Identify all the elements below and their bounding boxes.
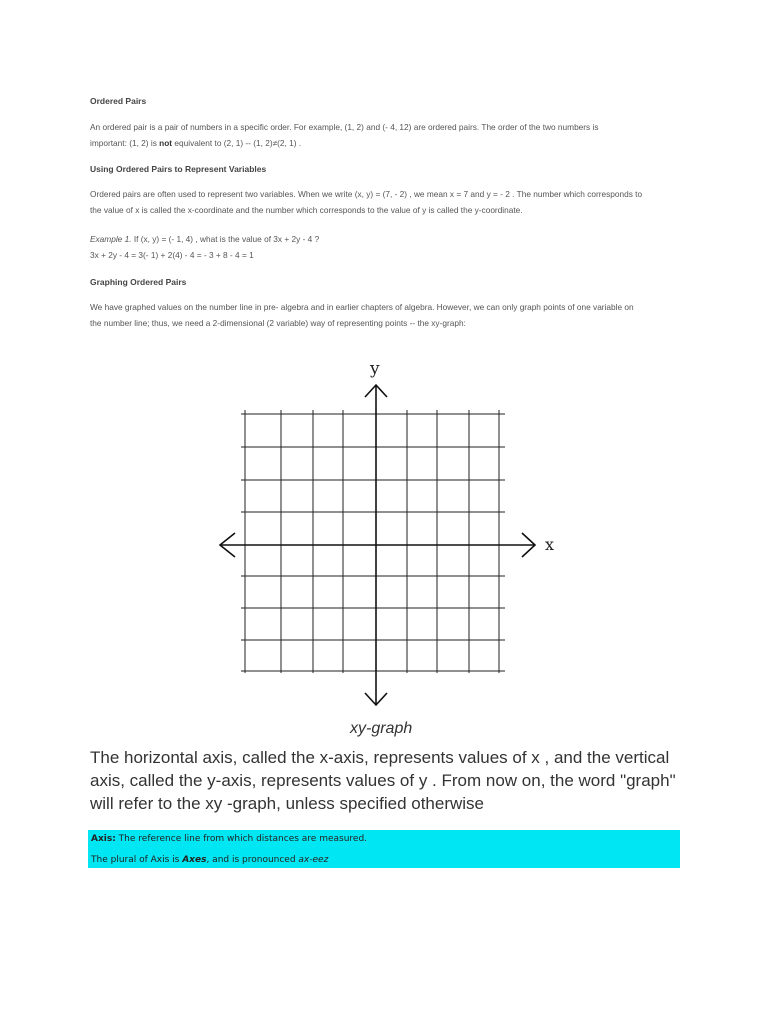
text: If (x, y) = (- 1, 4) , what is the value of 3x + 2y - 4 ? xyxy=(131,234,320,244)
definition-term: Axis: xyxy=(91,834,116,844)
plural-line xyxy=(91,855,328,865)
axis-description xyxy=(90,746,690,815)
definition-text: The reference line from which distances are measured. xyxy=(115,834,368,844)
xy-graph-svg xyxy=(215,355,560,710)
plural-term: Axes xyxy=(182,855,207,865)
axes xyxy=(220,385,535,705)
y-axis-label: y xyxy=(370,359,380,379)
heading-ordered-pairs: Ordered Pairs xyxy=(90,96,147,106)
example-1 xyxy=(90,231,690,263)
example-solution: 3x + 2y - 4 = 3(- 1) + 2(4) - 4 = - 3 + 8 - 4 = 1 xyxy=(90,250,254,260)
paragraph-ordered-pairs xyxy=(90,119,690,151)
text: An ordered pair is a pair of numbers in a specific order. For example, (1, 2) and (- 4, 12) are ordered pairs. The order of the two numbers is xyxy=(90,122,599,132)
grid xyxy=(241,410,505,673)
x-axis-label: x xyxy=(545,535,555,554)
pronunciation: ax-eez xyxy=(298,855,329,865)
heading-using-pairs: Using Ordered Pairs to Represent Variables xyxy=(90,164,267,174)
description-line: The horizontal axis, called the x-axis, represents values of x , and the vertical xyxy=(90,748,670,767)
description-line: will refer to the xy -graph, unless specified otherwise xyxy=(90,794,485,813)
bold-text: not xyxy=(159,138,173,148)
paragraph-using-pairs xyxy=(90,186,690,218)
text: the number line; thus, we need a 2-dimensional (2 variable) way of representing points -- the xy-graph: xyxy=(90,318,466,328)
example-label: Example 1. xyxy=(90,234,132,244)
graph-caption: xy-graph xyxy=(350,720,413,737)
heading-graphing: Graphing Ordered Pairs xyxy=(90,277,187,287)
definition-line xyxy=(91,834,367,844)
text: The plural of Axis is xyxy=(91,855,183,865)
text: important: (1, 2) is xyxy=(90,138,160,148)
text: equivalent to (2, 1) -- (1, 2)≠(2, 1) . xyxy=(172,138,302,148)
text: the value of x is called the x-coordinate and the number which corresponds to the value of y is called the y-coordinate. xyxy=(90,205,523,215)
xy-graph xyxy=(215,355,560,710)
text: We have graphed values on the number line in pre- algebra and in earlier chapters of algebra. However, we can only graph points of one variable on xyxy=(90,302,634,312)
paragraph-graphing xyxy=(90,299,690,331)
text: Ordered pairs are often used to represent two variables. When we write (x, y) = (7, - 2) , we mean x = 7 and y = - 2 . The number which corresponds to xyxy=(90,189,643,199)
definition-box xyxy=(88,830,680,868)
text: , and is pronounced xyxy=(206,855,299,865)
description-line: axis, called the y-axis, represents values of y . From now on, the word "graph" xyxy=(90,771,676,790)
